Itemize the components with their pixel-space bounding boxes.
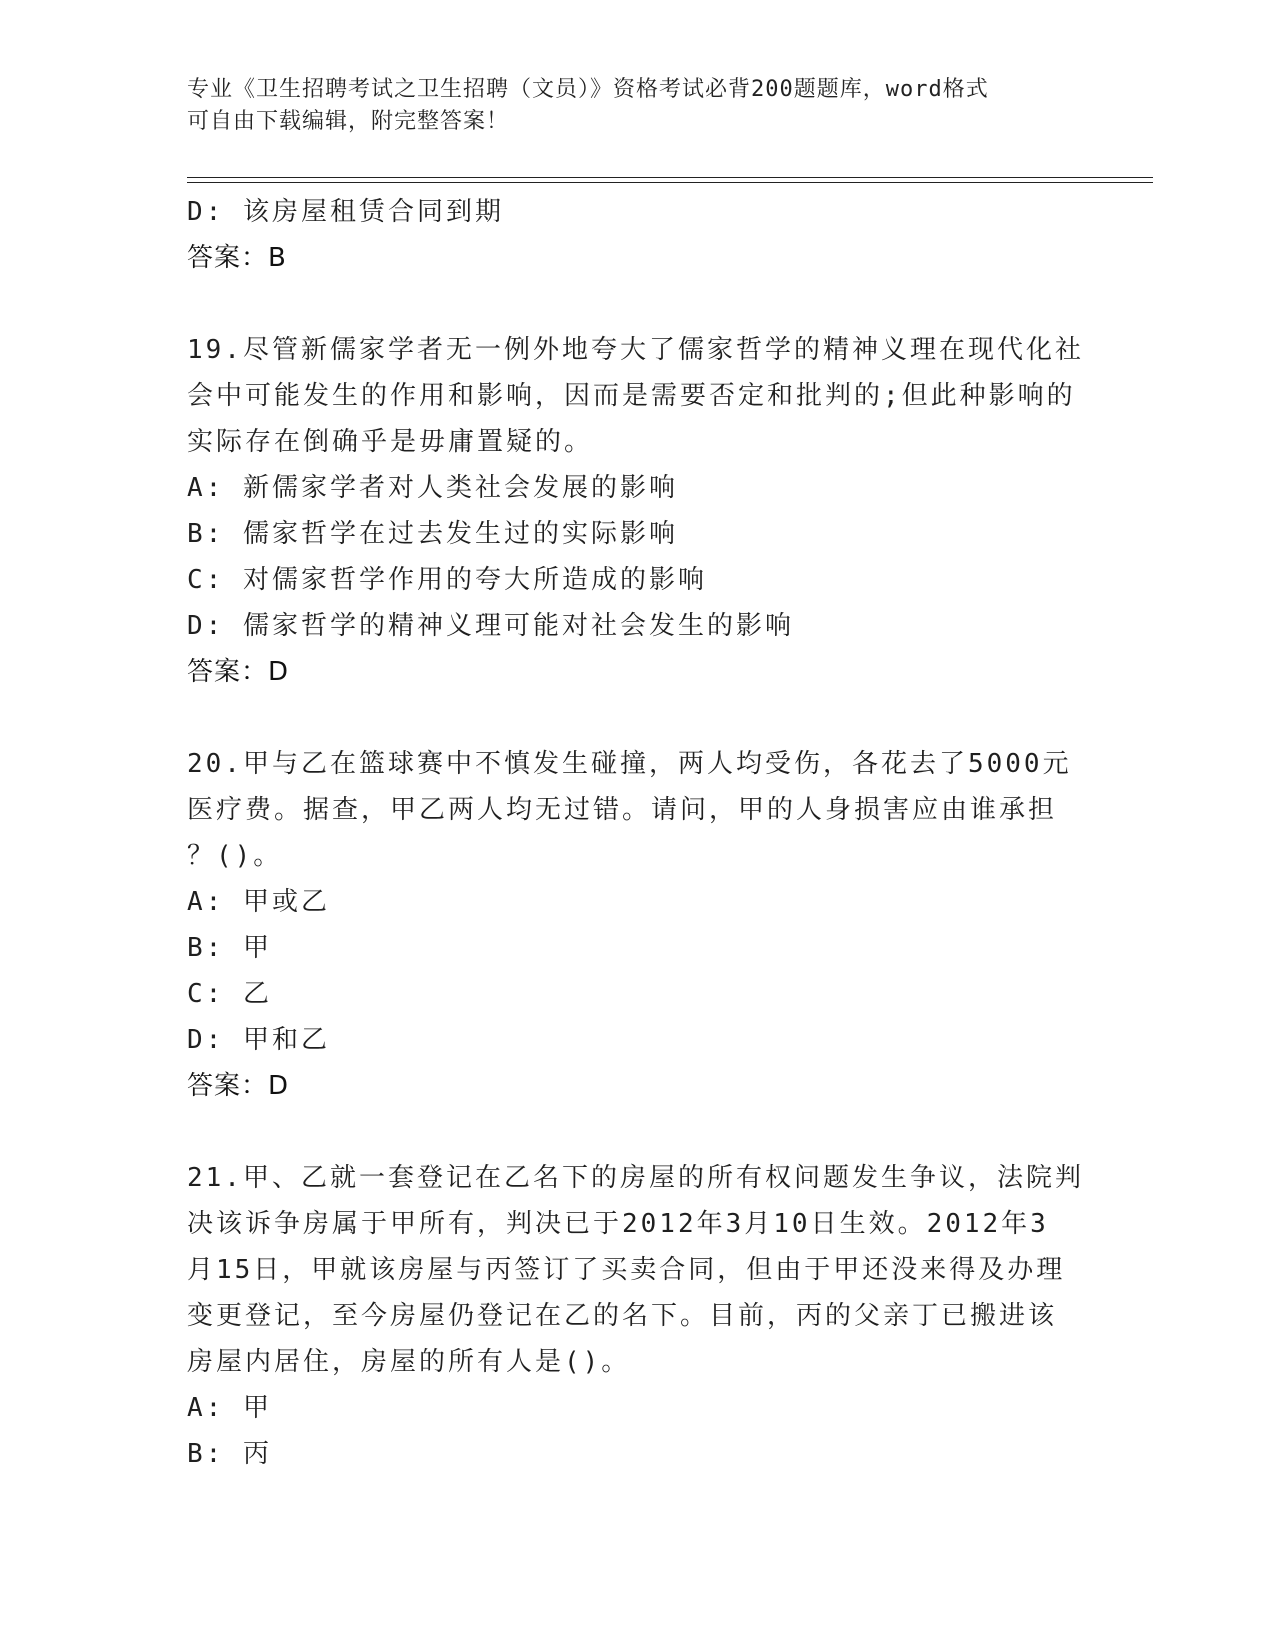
question-21 — [187, 1155, 1087, 1477]
answer-line: 答案：D — [187, 657, 290, 687]
question-19 — [187, 327, 1087, 695]
answer-line: 答案：D — [187, 1071, 290, 1101]
option-c: C: 对儒家哲学作用的夸大所造成的影响 — [187, 565, 707, 595]
document-body — [187, 189, 1087, 1477]
option-b: B: 甲 — [187, 933, 272, 963]
option-b: B: 儒家哲学在过去发生过的实际影响 — [187, 519, 678, 549]
option-b: B: 丙 — [187, 1439, 272, 1469]
option-d: D: 甲和乙 — [187, 1025, 330, 1055]
option-d: D: 儒家哲学的精神义理可能对社会发生的影响 — [187, 611, 794, 641]
question-20 — [187, 741, 1087, 1109]
option-a: A: 新儒家学者对人类社会发展的影响 — [187, 473, 678, 503]
header-divider-top — [187, 177, 1153, 178]
answer-line: 答案：B — [187, 243, 287, 273]
option-a: A: 甲或乙 — [187, 887, 330, 917]
question-stem: 21.甲、乙就一套登记在乙名下的房屋的所有权问题发生争议，法院判 决该诉争房属于甲所有，判决已于2012年3月10日生效。2012年3 月15日，甲就该房屋与丙签订了买卖合同，但由于甲还没来得及办理 变更登记，至今房屋仍登记在乙的名下。目前，丙的父亲丁已搬进该 房屋内居住，房屋的所有人是()。 — [187, 1163, 1084, 1377]
header-title-line-1: 专业《卫生招聘考试之卫生招聘（文员）》资格考试必背200题题库，word格式 — [187, 77, 989, 102]
header-title-line-2: 可自由下载编辑，附完整答案！ — [187, 109, 510, 134]
option-a: A: 甲 — [187, 1393, 272, 1423]
spacer — [187, 281, 1087, 327]
spacer — [187, 695, 1087, 741]
document-header — [187, 74, 1087, 138]
question-stem: 20.甲与乙在篮球赛中不慎发生碰撞，两人均受伤，各花去了5000元 医疗费。据查，甲乙两人均无过错。请问，甲的人身损害应由谁承担 ？()。 — [187, 749, 1072, 871]
header-divider-bottom — [187, 182, 1153, 183]
spacer — [187, 1109, 1087, 1155]
question-stem: 19.尽管新儒家学者无一例外地夸大了儒家哲学的精神义理在现代化社 会中可能发生的作用和影响，因而是需要否定和批判的;但此种影响的 实际存在倒确乎是毋庸置疑的。 — [187, 335, 1084, 457]
option-d: D: 该房屋租赁合同到期 — [187, 197, 504, 227]
option-c: C: 乙 — [187, 979, 272, 1009]
